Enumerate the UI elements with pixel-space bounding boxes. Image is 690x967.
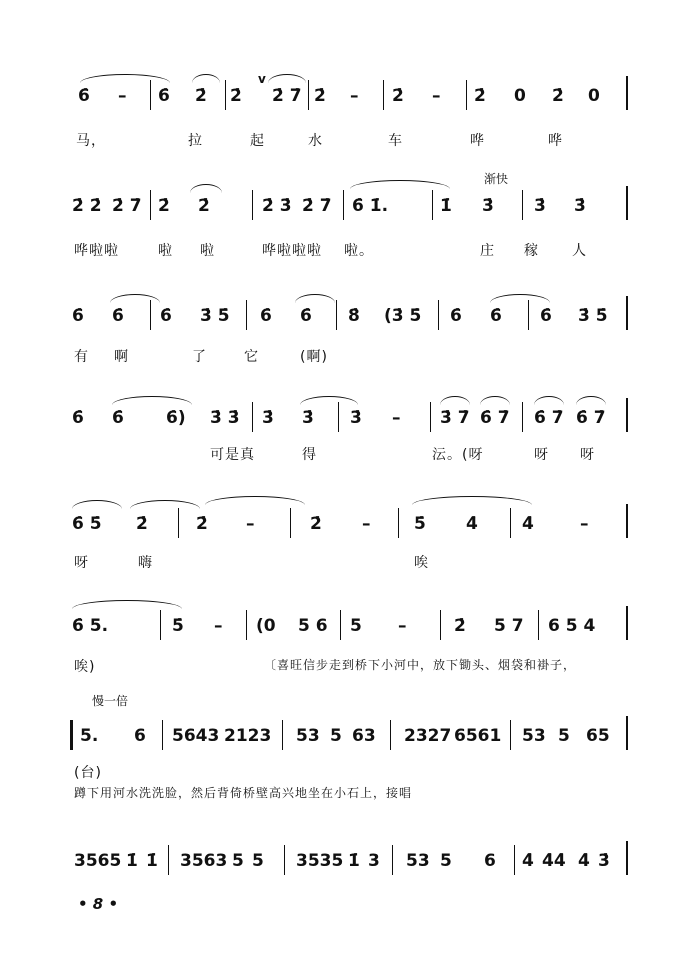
note: 5 [232, 851, 244, 871]
barline [398, 508, 399, 538]
barline [252, 402, 253, 432]
note: 6̇ [260, 306, 272, 326]
staff-row-3 [0, 300, 690, 334]
note: – [432, 86, 441, 106]
note: 2̇ [552, 86, 564, 106]
lyric: 唉 [414, 555, 429, 571]
barline [252, 190, 253, 220]
lyric: 可是真 [210, 447, 255, 463]
note: 3̇ [262, 408, 274, 428]
barline [522, 190, 523, 220]
barline [338, 402, 339, 432]
barline [626, 504, 628, 538]
note: 0 [514, 86, 526, 106]
note: 53 [406, 851, 430, 871]
staff-row-1 [0, 72, 690, 114]
note: 2123 [224, 726, 272, 746]
barline [430, 402, 431, 432]
note: 3535 [296, 851, 344, 871]
note: 5 6 [298, 616, 328, 636]
note: (0 [256, 616, 276, 636]
barline [522, 402, 523, 432]
lyric: 啦。 [344, 243, 374, 259]
note: 4̇ [466, 514, 478, 534]
barline [168, 845, 169, 875]
note: 3 [368, 851, 380, 871]
note: 2̇ [196, 514, 208, 534]
barline [150, 300, 151, 330]
barline [510, 508, 511, 538]
note: 2̇ [474, 86, 486, 106]
page-number: • 8 • [78, 895, 119, 913]
note: 6̇ 5̇ [72, 514, 102, 534]
barline [246, 610, 247, 640]
note: (3̇ 5̇ [384, 306, 422, 326]
lyric: 庄 [480, 243, 495, 259]
barline [282, 720, 283, 750]
note: 6̇ [160, 306, 172, 326]
note: 5̇ [414, 514, 426, 534]
note: 2̇ 7̇ [302, 196, 332, 216]
barline [514, 845, 515, 875]
lyric: 马， [76, 133, 106, 149]
lyric: 它 [244, 349, 259, 365]
note: 2̇ 2̇ [72, 196, 102, 216]
note: 6̇ [158, 86, 170, 106]
lyric: 啦 [200, 243, 215, 259]
note: 3̇ [598, 851, 610, 871]
barline [246, 300, 247, 330]
lyric: 起 [250, 133, 265, 149]
note: 6̇) [166, 408, 186, 428]
note: 3̇ 7̇ [440, 408, 470, 428]
note: 5 [252, 851, 264, 871]
note: 65 [586, 726, 610, 746]
stage-direction: 蹲下用河水洗洗脸，然后背倚桥壁高兴地坐在小石上，接唱 [74, 786, 413, 800]
note: 1̇ [348, 851, 360, 871]
note: 6̇ 5. [72, 616, 109, 636]
barline [626, 716, 628, 750]
lyric: 呀 [580, 447, 595, 463]
barline [160, 610, 161, 640]
barline [440, 610, 441, 640]
repeat-barline [70, 720, 73, 750]
tempo-mark: 渐快 [484, 172, 509, 186]
note: 5̇ [172, 616, 184, 636]
note: 2̇ [454, 616, 466, 636]
note: 3̇ 5̇ [578, 306, 608, 326]
note: 4̇ [578, 851, 590, 871]
note: 2̇ [195, 86, 207, 106]
note: 6̇ [112, 306, 124, 326]
note: 6561 [454, 726, 502, 746]
tempo-mark: 慢一倍 [92, 694, 129, 708]
note: 0 [588, 86, 600, 106]
note: 5 7 [494, 616, 524, 636]
barline [626, 76, 628, 110]
staff-row-2 [0, 190, 690, 224]
lyric: 嗨 [138, 555, 153, 571]
barline [162, 720, 163, 750]
staff-row-5 [0, 508, 690, 542]
note: 2327 [404, 726, 452, 746]
note: 4̇4̇ [542, 851, 566, 871]
note: 3̇ 5̇ [200, 306, 230, 326]
note: 6 [484, 851, 496, 871]
barline [383, 80, 384, 110]
staff-row-7 [0, 720, 690, 754]
breath-mark: v [258, 72, 266, 86]
note: 2̇ 7̇ [272, 86, 302, 106]
note: 3̇ [574, 196, 586, 216]
lyric: 啊 [114, 349, 129, 365]
note: 2̇ 3̇ [262, 196, 292, 216]
lyric: (啊) [300, 349, 328, 365]
barline [626, 606, 628, 640]
note: 3̇ [482, 196, 494, 216]
barline [178, 508, 179, 538]
lyric: 哗 [548, 133, 563, 149]
barline [626, 841, 628, 875]
note: 2̇ [314, 86, 326, 106]
barline [390, 720, 391, 750]
lyric: 沄。(呀 [432, 447, 484, 463]
note: 2̇ [158, 196, 170, 216]
stage-direction: 〔喜旺信步走到桥下小河中，放下锄头、烟袋和褂子， [264, 658, 577, 672]
note: 6̇ [450, 306, 462, 326]
note: 1̇ [146, 851, 158, 871]
lyric: 呀 [74, 555, 89, 571]
barline [432, 190, 433, 220]
note: – [350, 86, 359, 106]
barline [538, 610, 539, 640]
note: 8̇ [348, 306, 360, 326]
note: 6̇ [540, 306, 552, 326]
barline [336, 300, 337, 330]
lyric: 拉 [188, 133, 203, 149]
lyric: 啦 [158, 243, 173, 259]
lyric: 得 [302, 447, 317, 463]
note: 6̇ [78, 86, 90, 106]
staff-row-6 [0, 610, 690, 644]
barline [626, 186, 628, 220]
note: 3̇ [534, 196, 546, 216]
barline [392, 845, 393, 875]
barline [290, 508, 291, 538]
note: 2̇ [230, 86, 242, 106]
lyric: 呀 [534, 447, 549, 463]
barline [626, 296, 628, 330]
note: – [246, 514, 255, 534]
note: 3̇ [350, 408, 362, 428]
note: 2̇ [136, 514, 148, 534]
barline [150, 190, 151, 220]
note: 3̇ 3̇ [210, 408, 240, 428]
lyric: 水 [308, 133, 323, 149]
note: 1̇ [126, 851, 138, 871]
note: – [580, 514, 589, 534]
lyric: 车 [388, 133, 403, 149]
barline [466, 80, 467, 110]
lyric: 哗 [470, 133, 485, 149]
barline [510, 720, 511, 750]
barline [308, 80, 309, 110]
note: 5 [350, 616, 362, 636]
note: – [392, 408, 401, 428]
lyric: 哗啦啦 [74, 243, 119, 259]
note: 5 [558, 726, 570, 746]
note: 1̇ [440, 196, 452, 216]
note: 2̇ [310, 514, 322, 534]
note: 3565 [74, 851, 122, 871]
note: 2̇ [198, 196, 210, 216]
barline [343, 190, 344, 220]
lyric: 人 [572, 243, 587, 259]
note: 6̇ 7̇ [576, 408, 606, 428]
barline [340, 610, 341, 640]
note: 5 [440, 851, 452, 871]
note: 6̇ [490, 306, 502, 326]
note: 6̇ 7̇ [480, 408, 510, 428]
staff-row-8 [0, 845, 690, 879]
note: 6̇ 7̇ [534, 408, 564, 428]
repeat-mark: (台) [74, 765, 102, 781]
note: 5. [80, 726, 99, 746]
lyric: 稼 [524, 243, 539, 259]
note: 2̇ 7̇ [112, 196, 142, 216]
note: 6̇ 1̇. [352, 196, 389, 216]
barline [626, 398, 628, 432]
note: 3̇ [302, 408, 314, 428]
note: 2̇ [392, 86, 404, 106]
note: – [118, 86, 127, 106]
note: 6̇ [112, 408, 124, 428]
note: 53 [522, 726, 546, 746]
barline [150, 80, 151, 110]
lyric: 唉) [74, 659, 96, 675]
barline [225, 80, 226, 110]
barline [528, 300, 529, 330]
note: – [362, 514, 371, 534]
note: – [398, 616, 407, 636]
note: – [214, 616, 223, 636]
note: 6 [134, 726, 146, 746]
note: 4̇ [522, 514, 534, 534]
note: 6̇ [72, 306, 84, 326]
lyric: 了 [192, 349, 207, 365]
note: 63 [352, 726, 376, 746]
note: 6̇ [72, 408, 84, 428]
lyric: 有 [74, 349, 89, 365]
staff-row-4 [0, 402, 690, 436]
note: 6̇ [300, 306, 312, 326]
note: 3563 [180, 851, 228, 871]
lyric: 哗啦啦啦 [262, 243, 322, 259]
note: 5643 [172, 726, 220, 746]
note: 53 [296, 726, 320, 746]
note: 5 [330, 726, 342, 746]
barline [284, 845, 285, 875]
note: 4̇ [522, 851, 534, 871]
note: 6 5 4 [548, 616, 596, 636]
barline [438, 300, 439, 330]
